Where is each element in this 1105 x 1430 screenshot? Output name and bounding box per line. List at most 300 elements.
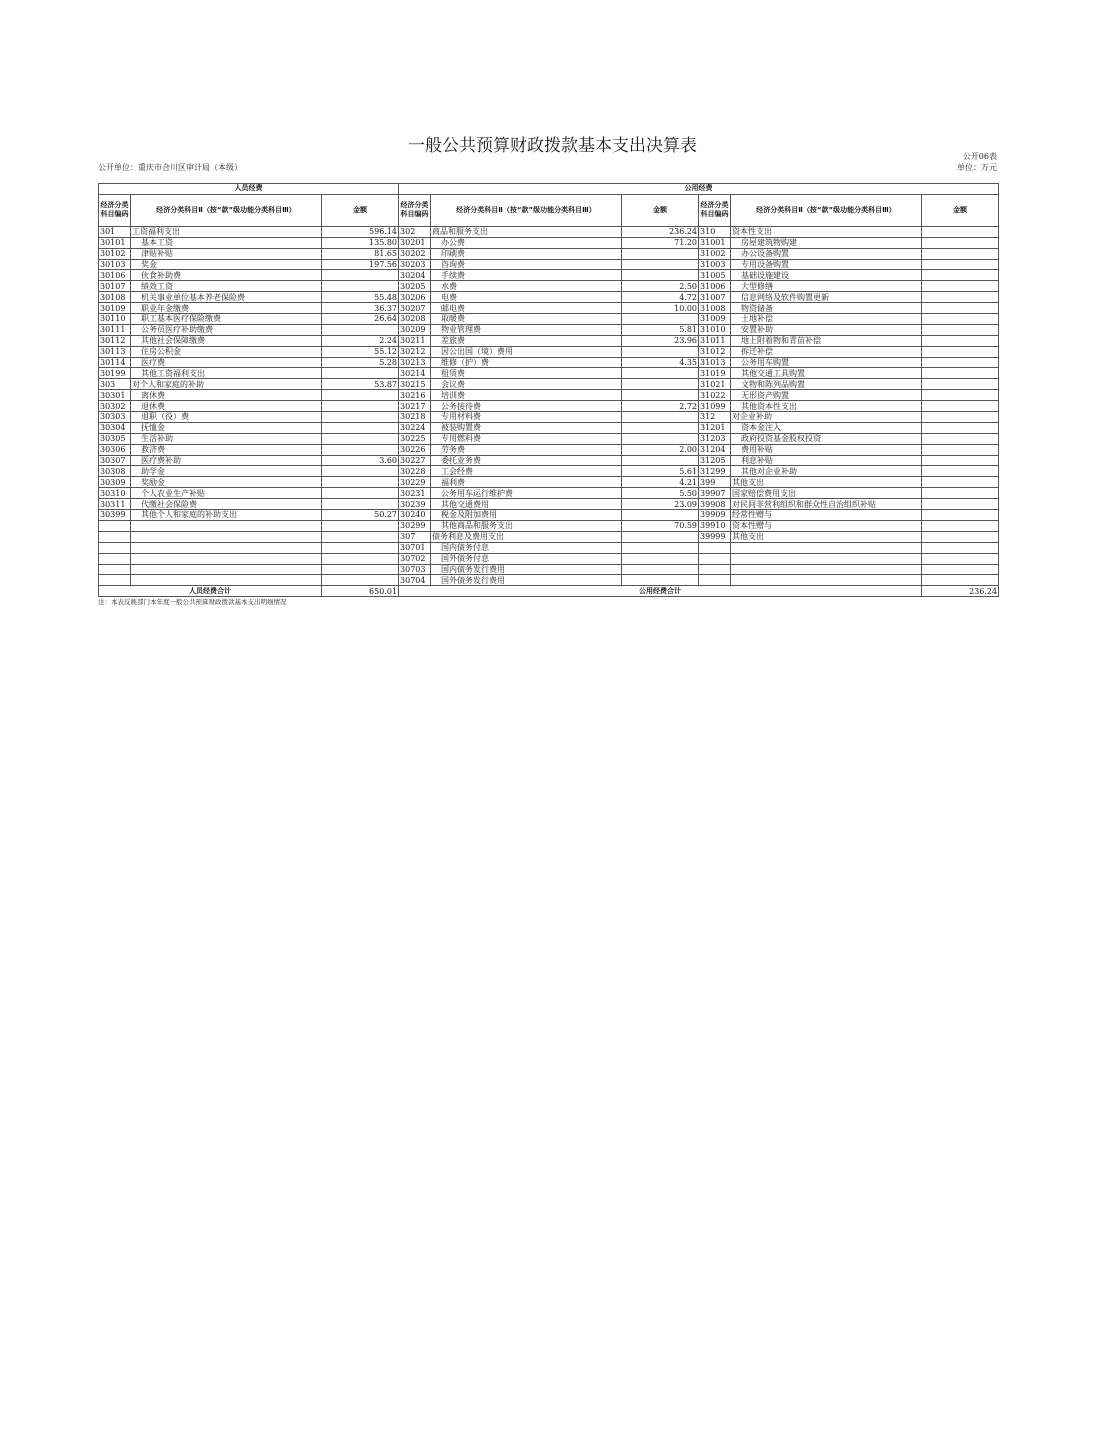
public-capital-code: 31008: [699, 303, 731, 314]
public-goods-amount: [622, 368, 699, 379]
public-capital-amount: [922, 335, 999, 346]
public-goods-amount: 2.00: [622, 444, 699, 455]
public-capital-item-name: 信息网络及软件购置更新: [731, 292, 922, 303]
public-capital-amount: [922, 401, 999, 412]
personnel-code: [99, 531, 131, 542]
public-capital-code: 399: [699, 477, 731, 488]
public-goods-amount: 23.09: [622, 499, 699, 510]
public-goods-item-name: 商品和服务支出: [431, 226, 622, 237]
public-goods-amount: [622, 314, 699, 325]
personnel-code: [99, 564, 131, 575]
personnel-amount: 36.37: [322, 303, 399, 314]
public-capital-code: 39909: [699, 510, 731, 521]
personnel-item-name: 退休费: [131, 401, 322, 412]
table-row: [99, 510, 999, 521]
public-goods-item-name: 培训费: [431, 390, 622, 401]
public-capital-code: 31011: [699, 335, 731, 346]
public-capital-amount: [922, 303, 999, 314]
public-goods-code: 30227: [399, 455, 431, 466]
public-goods-amount: 4.72: [622, 292, 699, 303]
personnel-code: 30304: [99, 422, 131, 433]
public-capital-item-name: [731, 564, 922, 575]
expenditure-table: [98, 183, 999, 597]
public-goods-item-name: 公务用车运行维护费: [431, 488, 622, 499]
public-capital-item-name: 安置补助: [731, 324, 922, 335]
public-total-label: 公用经费合计: [399, 586, 922, 597]
public-capital-amount: [922, 499, 999, 510]
table-row: [99, 324, 999, 335]
public-capital-item-name: 其他资本性支出: [731, 401, 922, 412]
public-capital-amount: [922, 412, 999, 423]
public-goods-amount: 70.59: [622, 520, 699, 531]
table-row: [99, 531, 999, 542]
public-capital-item-name: 对民间非营利组织和群众性自治组织补贴: [731, 499, 922, 510]
public-goods-code: 30218: [399, 412, 431, 423]
public-capital-amount: [922, 488, 999, 499]
public-goods-item-name: 差旅费: [431, 335, 622, 346]
public-goods-item-name: 办公费: [431, 237, 622, 248]
public-capital-item-name: 经常性赠与: [731, 510, 922, 521]
personnel-item-name: 其他社会保障缴费: [131, 335, 322, 346]
public-goods-code: 30205: [399, 281, 431, 292]
public-goods-code: 30225: [399, 433, 431, 444]
table-row: [99, 368, 999, 379]
public-capital-code: 31006: [699, 281, 731, 292]
public-capital-amount: [922, 564, 999, 575]
table-row: [99, 499, 999, 510]
personnel-item-name: 其他工资福利支出: [131, 368, 322, 379]
public-goods-item-name: 国内债务发行费用: [431, 564, 622, 575]
personnel-amount: [322, 401, 399, 412]
public-goods-amount: 4.35: [622, 357, 699, 368]
public-goods-item-name: 专用燃料费: [431, 433, 622, 444]
personnel-item-name: 抚恤金: [131, 422, 322, 433]
public-goods-code: 30701: [399, 542, 431, 553]
personnel-code: 30101: [99, 237, 131, 248]
table-row: [99, 303, 999, 314]
public-goods-amount: [622, 412, 699, 423]
public-goods-amount: 10.00: [622, 303, 699, 314]
public-capital-amount: [922, 324, 999, 335]
public-capital-code: 39908: [699, 499, 731, 510]
public-goods-item-name: 劳务费: [431, 444, 622, 455]
personnel-code: 30302: [99, 401, 131, 412]
personnel-amount: [322, 433, 399, 444]
public-capital-item-name: 土地补偿: [731, 314, 922, 325]
table-row: [99, 466, 999, 477]
public-goods-item-name: 债务利息及费用支出: [431, 531, 622, 542]
public-capital-item-name: 专用设备购置: [731, 259, 922, 270]
public-goods-amount: [622, 553, 699, 564]
public-goods-item-name: 咨询费: [431, 259, 622, 270]
public-capital-code: 31001: [699, 237, 731, 248]
public-goods-item-name: 其他交通费用: [431, 499, 622, 510]
public-goods-code: 30203: [399, 259, 431, 270]
public-capital-code: [699, 575, 731, 586]
personnel-code: 30301: [99, 390, 131, 401]
public-capital-item-name: 其他对企业补助: [731, 466, 922, 477]
public-capital-code: 31010: [699, 324, 731, 335]
public-goods-item-name: 被装购置费: [431, 422, 622, 433]
totals-row: [99, 586, 999, 597]
personnel-code: 30106: [99, 270, 131, 281]
public-capital-amount: [922, 520, 999, 531]
table-row: [99, 226, 999, 237]
public-goods-code: 30209: [399, 324, 431, 335]
public-goods-code: 30204: [399, 270, 431, 281]
public-capital-code: 39999: [699, 531, 731, 542]
public-capital-item-name: 大型修缮: [731, 281, 922, 292]
personnel-item-name: [131, 520, 322, 531]
public-capital-amount: [922, 292, 999, 303]
public-goods-amount: 5.50: [622, 488, 699, 499]
personnel-item-name: 奖励金: [131, 477, 322, 488]
public-capital-code: 31205: [699, 455, 731, 466]
personnel-amount: 2.24: [322, 335, 399, 346]
public-capital-code: [699, 553, 731, 564]
public-capital-amount: [922, 510, 999, 521]
personnel-amount: 596.14: [322, 226, 399, 237]
personnel-code: 30110: [99, 314, 131, 325]
public-goods-amount: [622, 575, 699, 586]
table-code: 公开06表: [962, 152, 997, 161]
public-capital-amount: [922, 575, 999, 586]
personnel-code: 30199: [99, 368, 131, 379]
footnote: 注：本表反映部门本年度一般公共预算财政拨款基本支出明细情况: [98, 598, 287, 606]
public-capital-amount: [922, 259, 999, 270]
public-header: 公用经费: [399, 184, 999, 195]
column-header-row: [99, 194, 999, 226]
table-row: [99, 455, 999, 466]
reporting-unit: 公开单位：重庆市合川区审计局（本级）: [98, 163, 242, 172]
personnel-item-name: 机关事业单位基本养老保险费: [131, 292, 322, 303]
col-amount-header: 金额: [622, 194, 699, 226]
col-code-header: 经济分类科目编码: [699, 194, 731, 226]
personnel-item-name: 奖金: [131, 259, 322, 270]
public-goods-item-name: 物业管理费: [431, 324, 622, 335]
personnel-item-name: 其他个人和家庭的补助支出: [131, 510, 322, 521]
public-capital-item-name: 资本金注入: [731, 422, 922, 433]
public-capital-code: [699, 564, 731, 575]
personnel-amount: [322, 412, 399, 423]
personnel-amount: [322, 422, 399, 433]
public-capital-amount: [922, 433, 999, 444]
table-row: [99, 477, 999, 488]
public-goods-code: 30208: [399, 314, 431, 325]
public-goods-item-name: 税金及附加费用: [431, 510, 622, 521]
personnel-code: 30112: [99, 335, 131, 346]
public-capital-amount: [922, 444, 999, 455]
personnel-amount: [322, 542, 399, 553]
personnel-item-name: 退职（役）费: [131, 412, 322, 423]
personnel-total-label: 人员经费合计: [99, 586, 322, 597]
personnel-code: 30109: [99, 303, 131, 314]
personnel-code: 30114: [99, 357, 131, 368]
table-row: [99, 335, 999, 346]
personnel-code: [99, 520, 131, 531]
personnel-item-name: [131, 575, 322, 586]
public-capital-item-name: 对企业补助: [731, 412, 922, 423]
public-goods-code: 30211: [399, 335, 431, 346]
personnel-amount: [322, 575, 399, 586]
public-capital-item-name: 利息补贴: [731, 455, 922, 466]
public-goods-code: 30231: [399, 488, 431, 499]
currency-unit: 单位：万元: [957, 163, 997, 172]
public-goods-amount: [622, 510, 699, 521]
public-goods-amount: 236.24: [622, 226, 699, 237]
personnel-item-name: 公务员医疗补助缴费: [131, 324, 322, 335]
public-capital-amount: [922, 455, 999, 466]
public-capital-code: 31009: [699, 314, 731, 325]
public-goods-item-name: 国外债务付息: [431, 553, 622, 564]
personnel-code: 303: [99, 379, 131, 390]
public-capital-code: 31299: [699, 466, 731, 477]
public-capital-code: 310: [699, 226, 731, 237]
personnel-code: 30107: [99, 281, 131, 292]
col-name-header: 经济分类科目Ⅱ（按“款”级功能分类科目Ⅲ）: [431, 194, 622, 226]
personnel-amount: 5.28: [322, 357, 399, 368]
public-goods-amount: [622, 390, 699, 401]
personnel-item-name: 助学金: [131, 466, 322, 477]
public-goods-item-name: 工会经费: [431, 466, 622, 477]
public-capital-code: 31013: [699, 357, 731, 368]
personnel-code: [99, 542, 131, 553]
table-row: [99, 422, 999, 433]
table-row: [99, 314, 999, 325]
table-row: [99, 575, 999, 586]
public-capital-item-name: 政府投资基金股权投资: [731, 433, 922, 444]
public-capital-item-name: [731, 542, 922, 553]
public-capital-code: 31201: [699, 422, 731, 433]
public-capital-code: [699, 542, 731, 553]
public-capital-amount: [922, 357, 999, 368]
public-goods-item-name: 取暖费: [431, 314, 622, 325]
section-header-row: [99, 184, 999, 195]
personnel-amount: [322, 531, 399, 542]
personnel-code: [99, 553, 131, 564]
personnel-code: 30309: [99, 477, 131, 488]
public-capital-amount: [922, 237, 999, 248]
public-capital-item-name: 办公设备购置: [731, 248, 922, 259]
public-goods-code: 30206: [399, 292, 431, 303]
personnel-item-name: 基本工资: [131, 237, 322, 248]
personnel-code: 30399: [99, 510, 131, 521]
table-row: [99, 390, 999, 401]
public-goods-code: 30228: [399, 466, 431, 477]
personnel-item-name: 个人农业生产补贴: [131, 488, 322, 499]
page-title: 一般公共预算财政拨款基本支出决算表: [408, 136, 697, 156]
public-goods-code: 30224: [399, 422, 431, 433]
public-goods-code: 30217: [399, 401, 431, 412]
public-goods-code: 30215: [399, 379, 431, 390]
public-goods-code: 30212: [399, 346, 431, 357]
personnel-code: 30305: [99, 433, 131, 444]
public-capital-amount: [922, 270, 999, 281]
public-goods-amount: 4.21: [622, 477, 699, 488]
public-goods-code: 307: [399, 531, 431, 542]
public-capital-amount: [922, 248, 999, 259]
public-goods-amount: [622, 455, 699, 466]
public-capital-code: 39910: [699, 520, 731, 531]
table-row: [99, 357, 999, 368]
personnel-item-name: 绩效工资: [131, 281, 322, 292]
public-capital-code: 312: [699, 412, 731, 423]
personnel-code: 30102: [99, 248, 131, 259]
public-capital-item-name: 资本性支出: [731, 226, 922, 237]
personnel-item-name: 住房公积金: [131, 346, 322, 357]
public-goods-amount: [622, 379, 699, 390]
public-capital-amount: [922, 466, 999, 477]
public-capital-amount: [922, 346, 999, 357]
personnel-amount: 3.60: [322, 455, 399, 466]
public-goods-amount: [622, 433, 699, 444]
public-capital-amount: [922, 314, 999, 325]
public-goods-amount: [622, 248, 699, 259]
personnel-amount: 26.64: [322, 314, 399, 325]
public-goods-code: 30202: [399, 248, 431, 259]
table-row: [99, 379, 999, 390]
public-goods-item-name: 福利费: [431, 477, 622, 488]
public-goods-amount: [622, 270, 699, 281]
public-goods-amount: 23.96: [622, 335, 699, 346]
public-goods-item-name: 电费: [431, 292, 622, 303]
public-capital-amount: [922, 390, 999, 401]
public-goods-code: 30702: [399, 553, 431, 564]
public-goods-item-name: 国内债务付息: [431, 542, 622, 553]
personnel-item-name: 生活补助: [131, 433, 322, 444]
public-goods-amount: 71.20: [622, 237, 699, 248]
personnel-amount: 135.80: [322, 237, 399, 248]
public-capital-code: 31204: [699, 444, 731, 455]
public-capital-item-name: 资本性赠与: [731, 520, 922, 531]
personnel-item-name: 职工基本医疗保险缴费: [131, 314, 322, 325]
public-capital-item-name: 无形资产购置: [731, 390, 922, 401]
personnel-item-name: 医疗费补助: [131, 455, 322, 466]
personnel-item-name: 津贴补贴: [131, 248, 322, 259]
public-capital-amount: [922, 379, 999, 390]
personnel-code: [99, 575, 131, 586]
public-capital-code: 31002: [699, 248, 731, 259]
public-goods-item-name: 水费: [431, 281, 622, 292]
public-goods-amount: 2.72: [622, 401, 699, 412]
personnel-amount: [322, 444, 399, 455]
personnel-code: 30111: [99, 324, 131, 335]
public-capital-code: 31012: [699, 346, 731, 357]
personnel-amount: [322, 281, 399, 292]
public-capital-code: 39907: [699, 488, 731, 499]
public-capital-code: 31019: [699, 368, 731, 379]
personnel-item-name: [131, 564, 322, 575]
table-row: [99, 270, 999, 281]
public-goods-code: 30226: [399, 444, 431, 455]
public-goods-amount: 5.61: [622, 466, 699, 477]
table-row: [99, 259, 999, 270]
personnel-item-name: 离休费: [131, 390, 322, 401]
public-capital-item-name: 其他交通工具购置: [731, 368, 922, 379]
public-capital-amount: [922, 531, 999, 542]
personnel-code: 30306: [99, 444, 131, 455]
public-goods-item-name: 印刷费: [431, 248, 622, 259]
personnel-code: 30303: [99, 412, 131, 423]
personnel-amount: [322, 270, 399, 281]
public-goods-amount: [622, 346, 699, 357]
personnel-item-name: [131, 531, 322, 542]
personnel-code: 30113: [99, 346, 131, 357]
personnel-code: 30310: [99, 488, 131, 499]
table-row: [99, 292, 999, 303]
personnel-amount: [322, 564, 399, 575]
public-goods-item-name: 维修（护）费: [431, 357, 622, 368]
table-row: [99, 553, 999, 564]
public-capital-item-name: 物资储备: [731, 303, 922, 314]
public-goods-amount: [622, 542, 699, 553]
personnel-amount: [322, 488, 399, 499]
public-goods-item-name: 因公出国（境）费用: [431, 346, 622, 357]
personnel-amount: 197.56: [322, 259, 399, 270]
public-capital-item-name: 房屋建筑物购建: [731, 237, 922, 248]
col-code-header: 经济分类科目编码: [99, 194, 131, 226]
public-capital-item-name: [731, 575, 922, 586]
public-goods-amount: [622, 422, 699, 433]
personnel-amount: [322, 553, 399, 564]
public-goods-code: 30201: [399, 237, 431, 248]
personnel-code: 30308: [99, 466, 131, 477]
public-goods-item-name: 公务接待费: [431, 401, 622, 412]
personnel-header: 人员经费: [99, 184, 399, 195]
public-goods-item-name: 手续费: [431, 270, 622, 281]
col-name-header: 经济分类科目Ⅱ（按“款”级功能分类科目Ⅲ）: [131, 194, 322, 226]
personnel-code: 30311: [99, 499, 131, 510]
public-capital-item-name: 国家赔偿费用支出: [731, 488, 922, 499]
table-row: [99, 564, 999, 575]
public-goods-amount: 2.50: [622, 281, 699, 292]
personnel-item-name: 医疗费: [131, 357, 322, 368]
personnel-amount: [322, 520, 399, 531]
public-capital-amount: [922, 553, 999, 564]
public-capital-item-name: 其他支出: [731, 477, 922, 488]
public-goods-amount: [622, 531, 699, 542]
table-row: [99, 281, 999, 292]
table-row: [99, 433, 999, 444]
public-capital-amount: [922, 477, 999, 488]
personnel-amount: 55.12: [322, 346, 399, 357]
personnel-item-name: [131, 542, 322, 553]
public-goods-item-name: 会议费: [431, 379, 622, 390]
public-capital-code: 31022: [699, 390, 731, 401]
personnel-amount: [322, 368, 399, 379]
personnel-item-name: 救济费: [131, 444, 322, 455]
personnel-amount: 81.65: [322, 248, 399, 259]
personnel-code: 30307: [99, 455, 131, 466]
public-capital-amount: [922, 226, 999, 237]
personnel-amount: [322, 466, 399, 477]
table-row: [99, 488, 999, 499]
public-capital-code: 31099: [699, 401, 731, 412]
col-amount-header: 金额: [922, 194, 999, 226]
public-goods-amount: [622, 259, 699, 270]
personnel-item-name: 职业年金缴费: [131, 303, 322, 314]
personnel-code: 30103: [99, 259, 131, 270]
public-goods-item-name: 其他商品和服务支出: [431, 520, 622, 531]
table-row: [99, 412, 999, 423]
public-goods-code: 30216: [399, 390, 431, 401]
table-row: [99, 248, 999, 259]
table-row: [99, 346, 999, 357]
personnel-amount: [322, 324, 399, 335]
public-capital-code: 31007: [699, 292, 731, 303]
public-capital-item-name: 其他支出: [731, 531, 922, 542]
personnel-total-value: 650.01: [322, 586, 399, 597]
